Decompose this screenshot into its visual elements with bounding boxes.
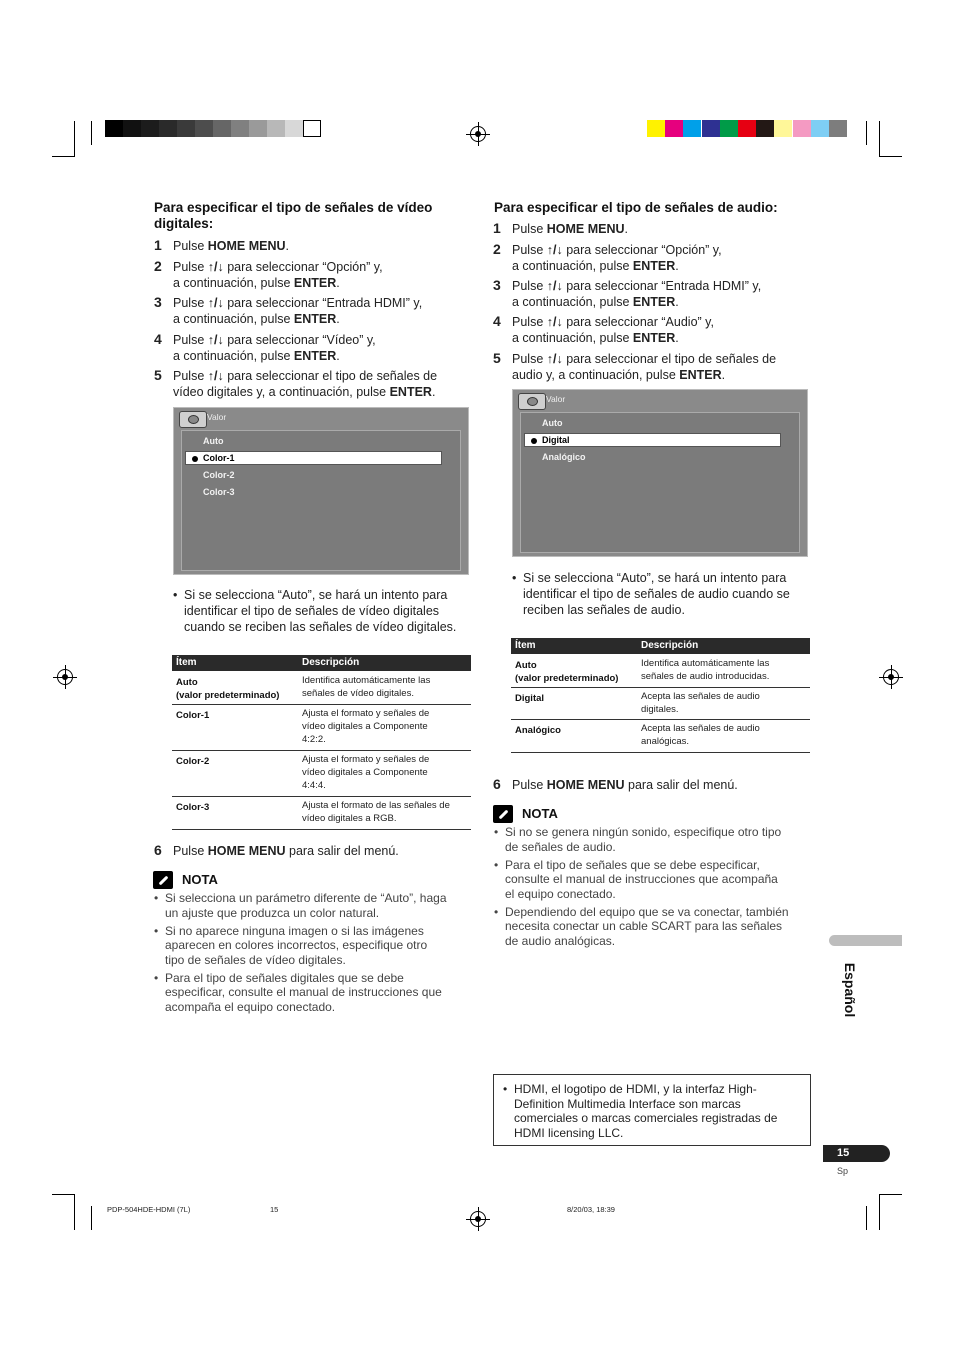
registration-mark-icon [470, 1211, 486, 1227]
cell-line: analógicas. [641, 736, 690, 747]
table-header-description: Descripción [302, 657, 360, 668]
step-line [512, 221, 812, 237]
step-text: Pulse [173, 260, 208, 274]
step-6 [154, 842, 473, 859]
step-text: para seleccionar el tipo de señales de [562, 352, 777, 366]
key-label: ENTER [293, 349, 337, 363]
left-bullet [173, 587, 474, 635]
table-cell-item [515, 692, 544, 705]
grayscale-swatch [213, 120, 231, 137]
grayscale-swatch [159, 120, 177, 137]
step-2 [493, 241, 812, 274]
key-label: ENTER [679, 368, 722, 382]
registration-mark-icon [57, 669, 73, 685]
arrow-keys-icon: ↑/↓ [546, 352, 563, 366]
step-text: Pulse [512, 222, 547, 236]
osd-item-analogico[interactable]: Analógico [542, 452, 586, 462]
side-tab-label: Español [842, 962, 858, 1018]
note-item [494, 857, 815, 902]
side-tab-label-wrap [842, 955, 858, 1025]
table-row [172, 671, 471, 705]
note-line: un ajuste que produzca un color natural. [165, 905, 380, 920]
osd-list [520, 412, 800, 553]
cell-line: señales de audio introducidas. [641, 671, 770, 682]
right-heading: Para especificar el tipo de señales de audio: [494, 200, 778, 215]
step-2 [154, 258, 473, 291]
cell-line: Auto [515, 660, 537, 671]
table-cell-description [302, 799, 472, 825]
step-line [512, 242, 812, 258]
step-5 [493, 350, 812, 383]
table-cell-item [176, 709, 209, 722]
step-text: para seleccionar “Opción” y, [562, 243, 722, 257]
table-header [172, 655, 471, 671]
table-cell-description [641, 657, 811, 683]
crop-mark [74, 1194, 75, 1230]
step-number: 6 [493, 776, 501, 792]
note-item [154, 970, 475, 1015]
cell-line: Acepta las señales de audio [641, 691, 760, 702]
step-line [512, 294, 812, 310]
step-text: Pulse [512, 279, 547, 293]
step-5 [154, 367, 473, 400]
grayscale-swatch [195, 120, 213, 137]
bullet-glyph: • [154, 970, 159, 985]
table-cell-item [176, 801, 209, 814]
bullet-line: identificar el tipo de señales de vídeo digitales [184, 604, 440, 618]
trademark-box [493, 1074, 811, 1146]
arrow-keys-icon: ↑/↓ [207, 260, 224, 274]
step-line [173, 275, 473, 291]
nota-label: NOTA [182, 872, 218, 887]
table-cell-description [302, 753, 472, 792]
step-line [173, 295, 473, 311]
step-text: Pulse [173, 296, 208, 310]
step-text: Pulse [512, 778, 547, 792]
trademark-line: HDMI, el logotipo de HDMI, y la interfaz High- [514, 1082, 757, 1096]
color-swatch [811, 120, 829, 137]
cell-line: Identifica automáticamente las [302, 675, 431, 686]
note-pencil-icon [153, 871, 173, 889]
step-text: para salir del menú. [285, 844, 399, 858]
table-cell-item [515, 659, 618, 685]
grayscale-swatch [303, 120, 321, 137]
step-text: para seleccionar el tipo de señales de [223, 369, 438, 383]
cell-line: Color-2 [176, 756, 210, 767]
video-signal-osd-menu [173, 407, 469, 575]
step-text: . [675, 259, 679, 273]
crop-mark [866, 1206, 867, 1230]
note-line: aparecen en colores incorrectos, especifique otro [165, 938, 428, 952]
cell-line: Identifica automáticamente las [641, 658, 770, 669]
cell-line: Acepta las señales de audio [641, 723, 760, 734]
table-row [511, 654, 810, 688]
step-text: . [336, 349, 340, 363]
crop-mark [91, 1206, 92, 1230]
bullet-glyph: • [154, 923, 159, 938]
bullet-line: Si se selecciona “Auto”, se hará un intento para [184, 588, 448, 602]
osd-item-color-1: Color-1 [203, 453, 235, 463]
note-line: de audio analógicas. [505, 933, 616, 948]
step-text: a continuación, pulse [512, 331, 633, 345]
color-swatch [774, 120, 792, 137]
cell-line: vídeo digitales a RGB. [302, 813, 397, 824]
page-number: 15 [823, 1145, 890, 1162]
step-1 [154, 237, 473, 254]
step-line [512, 351, 812, 367]
key-label: ENTER [389, 385, 432, 399]
step-text: Pulse [173, 239, 208, 253]
step-text: a continuación, pulse [173, 349, 294, 363]
osd-item-digital: Digital [542, 435, 570, 445]
step-text: a continuación, pulse [173, 312, 294, 326]
trademark-line: comerciales o marcas comerciales registradas de [514, 1111, 778, 1125]
page-language: Sp [837, 1166, 849, 1176]
cell-line: Digital [515, 693, 545, 704]
cell-line: Ajusta el formato y señales de [302, 754, 430, 765]
step-line [173, 384, 473, 400]
step-line [512, 278, 812, 294]
note-line: de señales de audio. [505, 839, 616, 854]
step-text: a continuación, pulse [512, 259, 633, 273]
step-6 [493, 776, 812, 793]
step-number: 4 [154, 331, 162, 347]
trademark-text [503, 1082, 806, 1140]
osd-title: Valor [207, 412, 227, 422]
table-header-item: Ítem [176, 657, 197, 668]
bullet-line: cuando se reciben las señales de vídeo digitales. [184, 620, 457, 634]
key-label: HOME MENU [546, 222, 625, 236]
step-number: 1 [493, 220, 501, 236]
table-cell-description [641, 722, 811, 748]
left-heading: Para especificar el tipo de señales de vídeo digitales: [154, 200, 433, 231]
table-cell-description [641, 690, 811, 716]
right-bullet [512, 570, 818, 618]
crop-mark [866, 121, 867, 145]
crop-mark [879, 1194, 880, 1230]
osd-item-selected[interactable] [524, 433, 781, 447]
step-text: Pulse [173, 844, 208, 858]
table-cell-item [176, 755, 209, 768]
crop-mark [879, 121, 880, 157]
step-number: 3 [493, 277, 501, 293]
table-header-item: Ítem [515, 640, 536, 651]
note-line: Para el tipo de señales digitales que se debe [165, 970, 404, 985]
grayscale-swatch [267, 120, 285, 137]
step-text: para seleccionar “Opción” y, [223, 260, 383, 274]
color-swatch [829, 120, 847, 137]
step-text: Pulse [173, 333, 208, 347]
osd-title: Valor [546, 394, 566, 404]
trademark-line: HDMI licensing LLC. [514, 1125, 624, 1140]
step-text: . [675, 295, 679, 309]
step-3 [493, 277, 812, 310]
footer-file: PDP-504HDE-HDMI (7L) [107, 1205, 191, 1214]
color-swatch [738, 120, 756, 137]
note-pencil-icon [493, 805, 513, 823]
step-number: 2 [154, 258, 162, 274]
note-item [154, 891, 475, 920]
key-label: ENTER [632, 331, 676, 345]
cell-line: vídeo digitales a Componente [302, 767, 428, 778]
key-label: ENTER [632, 259, 676, 273]
color-swatch [756, 120, 774, 137]
key-label: ENTER [632, 295, 676, 309]
step-text: a continuación, pulse [512, 295, 633, 309]
audio-signal-osd-menu [512, 389, 808, 557]
note-line: Si no se genera ningún sonido, especifique otro tipo [505, 825, 782, 839]
crop-mark [879, 1194, 902, 1195]
step-4 [154, 331, 473, 364]
crop-mark [52, 156, 75, 157]
step-line [173, 259, 473, 275]
color-swatch [665, 120, 683, 137]
osd-item-color-3[interactable]: Color-3 [203, 487, 235, 497]
note-line: acompaña el equipo conectado. [165, 999, 336, 1014]
osd-item-auto[interactable]: Auto [203, 436, 224, 446]
step-line [173, 311, 473, 327]
note-line: el equipo conectado. [505, 886, 616, 901]
osd-list [181, 430, 461, 571]
step-text: . [721, 368, 726, 382]
bullet-glyph: • [503, 1082, 508, 1096]
table-header [511, 638, 810, 654]
cell-line: (valor predeterminado) [515, 673, 619, 684]
bullet-glyph: • [494, 825, 499, 839]
step-number: 4 [493, 313, 501, 329]
osd-item-selected[interactable] [185, 451, 442, 465]
osd-item-auto[interactable]: Auto [542, 418, 563, 428]
selected-dot-icon [531, 438, 537, 444]
note-line: especificar, consulte el manual de instrucciones que [165, 985, 442, 999]
step-number: 1 [154, 237, 162, 253]
table-row [511, 719, 810, 753]
table-cell-description [302, 674, 472, 700]
step-3 [154, 294, 473, 327]
table-cell-item [176, 676, 279, 702]
step-line [173, 368, 473, 384]
trademark-line: Definition Multimedia Interface son marcas [514, 1096, 741, 1111]
cell-line: Ajusta el formato de las señales de [302, 800, 450, 811]
tv-icon [179, 411, 207, 428]
step-1 [493, 220, 812, 237]
table-row [172, 704, 471, 751]
step-text: para seleccionar “Audio” y, [562, 315, 714, 329]
step-line [512, 367, 812, 383]
color-swatch [720, 120, 738, 137]
table-header-description: Descripción [641, 640, 699, 651]
arrow-keys-icon: ↑/↓ [207, 296, 224, 310]
note-line: consulte el manual de instrucciones que acompaña [505, 872, 778, 886]
step-line [173, 332, 473, 348]
step-text: Pulse [173, 369, 208, 383]
footer-date: 8/20/03, 18:39 [567, 1205, 615, 1214]
table-row [511, 687, 810, 720]
step-number: 5 [493, 350, 501, 366]
note-item [494, 904, 815, 949]
step-text: . [431, 385, 436, 399]
step-text: para seleccionar “Entrada HDMI” y, [562, 279, 762, 293]
step-text: Pulse [512, 352, 547, 366]
note-item [154, 923, 475, 968]
step-text: para salir del menú. [624, 778, 738, 792]
step-text: . [336, 276, 340, 290]
footer-page: 15 [270, 1205, 279, 1214]
step-number: 3 [154, 294, 162, 310]
bullet-line: Si se selecciona “Auto”, se hará un intento para [523, 571, 787, 585]
step-text: para seleccionar “Vídeo” y, [223, 333, 376, 347]
cell-line: digitales. [641, 704, 679, 715]
crop-mark [91, 121, 92, 145]
grayscale-swatch [231, 120, 249, 137]
color-swatch [683, 120, 701, 137]
cell-line: 4:2:2. [302, 734, 326, 745]
osd-item-color-2[interactable]: Color-2 [203, 470, 235, 480]
step-4 [493, 313, 812, 346]
cell-line: Auto [176, 677, 198, 688]
key-label: HOME MENU [207, 844, 286, 858]
nota-label: NOTA [522, 806, 558, 821]
step-text: vídeo digitales y, a continuación, pulse [173, 385, 390, 399]
step-number: 2 [493, 241, 501, 257]
color-swatch [702, 120, 720, 137]
step-text: . [285, 239, 290, 253]
step-text: Pulse [512, 315, 547, 329]
step-line [173, 843, 473, 859]
key-label: HOME MENU [546, 778, 625, 792]
step-line [512, 314, 812, 330]
selected-dot-icon [192, 456, 198, 462]
arrow-keys-icon: ↑/↓ [546, 279, 563, 293]
step-text: . [336, 312, 340, 326]
step-number: 5 [154, 367, 162, 383]
step-number: 6 [154, 842, 162, 858]
key-label: ENTER [293, 312, 337, 326]
bullet-glyph: • [173, 588, 178, 602]
arrow-keys-icon: ↑/↓ [207, 369, 224, 383]
bullet-glyph: • [512, 571, 517, 585]
cell-line: señales de vídeo digitales. [302, 688, 414, 699]
grayscale-swatch [105, 120, 123, 137]
cell-line: 4:4:4. [302, 780, 326, 791]
step-text: a continuación, pulse [173, 276, 294, 290]
key-label: HOME MENU [207, 239, 286, 253]
cell-line: vídeo digitales a Componente [302, 721, 428, 732]
color-swatch [647, 120, 665, 137]
grayscale-swatch [141, 120, 159, 137]
cell-line: Ajusta el formato y señales de [302, 708, 430, 719]
arrow-keys-icon: ↑/↓ [546, 315, 563, 329]
grayscale-swatch [123, 120, 141, 137]
color-swatch [793, 120, 811, 137]
cell-line: Color-3 [176, 802, 210, 813]
step-text: audio y, a continuación, pulse [512, 368, 680, 382]
note-line: Si no aparece ninguna imagen o si las imágenes [165, 923, 424, 938]
note-item [494, 825, 815, 854]
grayscale-swatch [177, 120, 195, 137]
bullet-glyph: • [154, 891, 159, 905]
bullet-glyph: • [494, 904, 499, 919]
bullet-line: identificar el tipo de señales de audio cuando se [523, 587, 790, 601]
note-line: Para el tipo de señales que se debe especificar, [505, 857, 760, 872]
grayscale-swatch [285, 120, 303, 137]
note-line: Dependiendo del equipo que se va conectar, también [505, 904, 789, 919]
table-row [172, 796, 471, 830]
step-line [173, 238, 473, 254]
cell-line: Analógico [515, 725, 561, 736]
table-row [172, 750, 471, 797]
side-tab-bar [829, 935, 902, 946]
table-cell-item [515, 724, 561, 737]
step-text: Pulse [512, 243, 547, 257]
note-line: tipo de señales de vídeo digitales. [165, 952, 346, 967]
cell-line: (valor predeterminado) [176, 690, 280, 701]
step-line [512, 330, 812, 346]
arrow-keys-icon: ↑/↓ [207, 333, 224, 347]
arrow-keys-icon: ↑/↓ [546, 243, 563, 257]
step-line [512, 258, 812, 274]
step-line [512, 777, 812, 793]
step-line [173, 348, 473, 364]
crop-mark [74, 121, 75, 157]
crop-mark [879, 156, 902, 157]
cell-line: Color-1 [176, 710, 210, 721]
table-cell-description [302, 707, 472, 746]
crop-mark [52, 1194, 75, 1195]
bullet-glyph: • [494, 857, 499, 872]
step-text: . [624, 222, 629, 236]
registration-mark-icon [883, 669, 899, 685]
tv-icon [518, 393, 546, 410]
key-label: ENTER [293, 276, 337, 290]
note-line: necesita conectar un cable SCART para las señales [505, 919, 783, 933]
grayscale-swatch [249, 120, 267, 137]
registration-mark-icon [470, 126, 486, 142]
bullet-line: reciben las señales de audio. [523, 603, 685, 617]
step-text: para seleccionar “Entrada HDMI” y, [223, 296, 423, 310]
note-line: Si selecciona un parámetro diferente de “Auto”, haga [165, 891, 447, 905]
step-text: . [675, 331, 679, 345]
